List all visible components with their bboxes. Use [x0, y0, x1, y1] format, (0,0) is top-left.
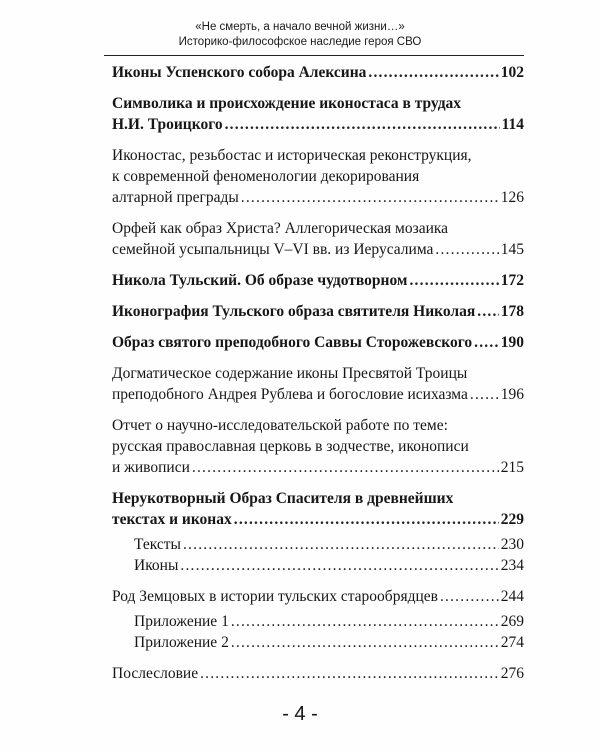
dot-leader: [368, 62, 498, 83]
toc-entry: [112, 488, 524, 530]
toc-entry-page-number: 230: [500, 536, 524, 553]
toc-entry-page-number: 145: [500, 241, 524, 258]
toc-entry-title-line: преподобного Андрея Рублева и богословие исихазма: [112, 386, 468, 403]
dot-leader: [409, 270, 498, 291]
dot-leader: [234, 509, 499, 530]
toc-entry-page-number: 126: [500, 189, 524, 206]
toc-entry: [112, 611, 524, 632]
toc-entry-title-line: Иконы Успенского собора Алексина: [112, 64, 367, 81]
toc-entry-page-number: 234: [500, 557, 524, 574]
toc-entry-page-number: 178: [500, 303, 524, 320]
dot-leader: [241, 187, 499, 208]
toc-entry: [112, 218, 524, 260]
dot-leader: [477, 301, 499, 322]
running-header: [60, 20, 540, 50]
dot-leader: [231, 632, 499, 653]
toc-entry-page-number: 215: [500, 459, 524, 476]
toc-entry-title-line: Приложение 1: [134, 613, 229, 630]
toc-entry-title-line: Орфей как образ Христа? Аллегорическая мозаика: [112, 220, 449, 237]
toc-entry-page-number: 172: [500, 272, 524, 289]
toc-entry: [112, 145, 524, 208]
header-line-1: «Не смерть, а начало вечной жизни…»: [195, 21, 405, 33]
toc-entry: [112, 663, 524, 684]
toc-entry-page-number: 190: [500, 334, 524, 351]
toc-entry-title-line: Н.И. Троицкого: [112, 116, 223, 133]
header-line-2: Историко-философское наследие героя СВО: [178, 36, 422, 48]
toc-entry: [112, 363, 524, 405]
toc-entry-title-line: Иконография Тульского образа святителя Николая: [112, 303, 476, 320]
toc-entry-page-number: 229: [500, 511, 524, 528]
toc-entry-title-line: Послесловие: [112, 665, 199, 682]
dot-leader: [435, 239, 498, 260]
toc-entry-page-number: 274: [500, 634, 524, 651]
dot-leader: [474, 332, 499, 353]
toc-entry-page-number: 244: [500, 588, 524, 605]
toc-entry-title-line: Иконостас, резьбостас и историческая реконструкция,: [112, 147, 472, 164]
toc-entry: [112, 332, 524, 353]
toc-entry-title-line: семейной усыпальницы V–VI вв. из Иерусалима: [112, 241, 434, 258]
toc-entry-title-line: текстах и иконах: [112, 511, 232, 528]
toc-entry-title-line: и живописи: [112, 459, 190, 476]
toc-entry-title-line: Тексты: [134, 536, 181, 553]
dot-leader: [470, 384, 499, 405]
dot-leader: [180, 555, 498, 576]
toc-entry: [112, 62, 524, 83]
toc-entry: [112, 270, 524, 291]
toc-entry-page-number: 196: [500, 386, 524, 403]
dot-leader: [192, 457, 499, 478]
header-rule: [104, 55, 524, 56]
dot-leader: [231, 611, 499, 632]
toc-entry-title-line: Догматическое содержание иконы Пресвятой Троицы: [112, 365, 468, 382]
table-of-contents: [112, 62, 524, 684]
toc-entry-title-line: русская православная церковь в зодчестве, иконописи: [112, 438, 469, 455]
toc-entry-page-number: 114: [501, 116, 524, 133]
toc-entry: [112, 534, 524, 555]
toc-entry-page-number: 276: [500, 665, 524, 682]
toc-entry-page-number: 269: [500, 613, 524, 630]
toc-entry-title-line: к современной феноменологии декорирования: [112, 168, 420, 185]
dot-leader: [183, 534, 499, 555]
toc-entry-title-line: Род Земцовых в истории тульских старообрядцев: [112, 588, 438, 605]
dot-leader: [225, 114, 500, 135]
toc-entry-title-line: Образ святого преподобного Саввы Сторожевского: [112, 334, 473, 351]
toc-entry-title-line: Нерукотворный Образ Спасителя в древнейших: [112, 490, 454, 507]
toc-entry: [112, 586, 524, 607]
toc-entry: [112, 632, 524, 653]
toc-entry-page-number: 102: [500, 64, 524, 81]
toc-entry-title-line: Иконы: [134, 557, 179, 574]
toc-entry-title-line: Приложение 2: [134, 634, 229, 651]
toc-entry-title-line: алтарной преграды: [112, 189, 239, 206]
toc-entry: [112, 301, 524, 322]
dot-leader: [200, 663, 499, 684]
toc-entry: [112, 555, 524, 576]
toc-entry-title-line: Никола Тульский. Об образе чудотворном: [112, 272, 408, 289]
page-number: - 4 -: [282, 703, 318, 725]
toc-entry: [112, 93, 524, 135]
toc-entry: [112, 415, 524, 478]
toc-entry-title-line: Отчет о научно-исследовательской работе по теме:: [112, 417, 448, 434]
toc-entry-title-line: Символика и происхождение иконостаса в трудах: [112, 95, 462, 112]
dot-leader: [440, 586, 499, 607]
